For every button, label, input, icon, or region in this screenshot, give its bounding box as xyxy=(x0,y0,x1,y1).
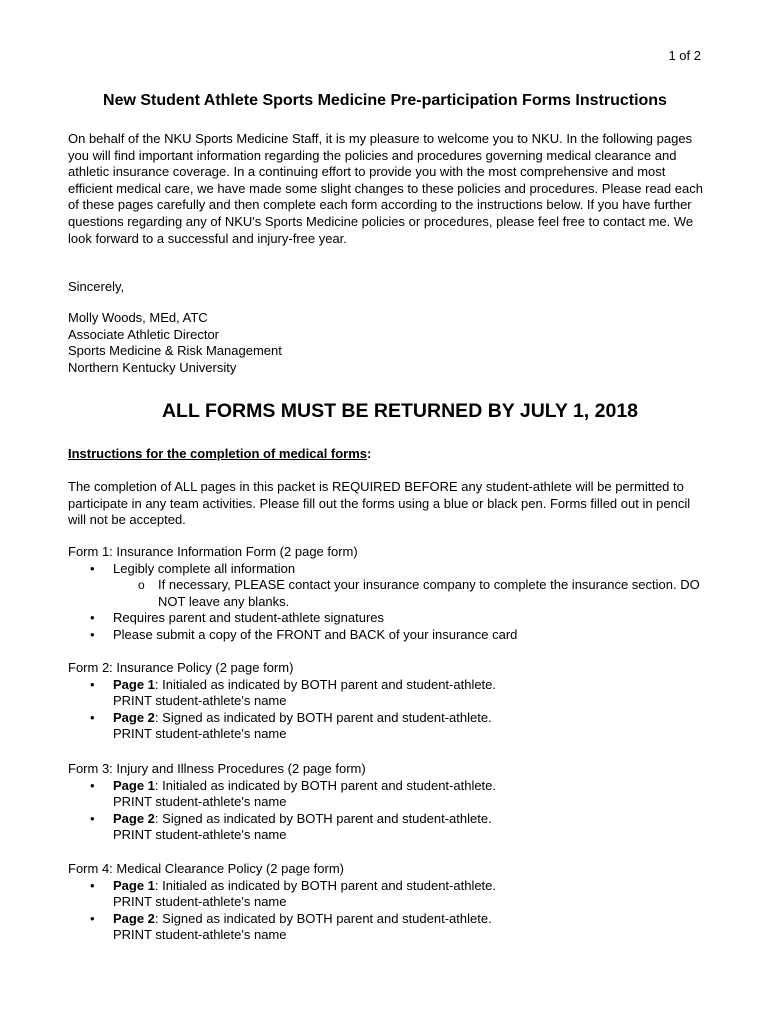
form-4-page-1-print: PRINT student-athlete's name xyxy=(113,894,287,910)
form-1-section xyxy=(68,544,708,644)
form-3-page-1-print: PRINT student-athlete's name xyxy=(113,794,287,810)
list-item xyxy=(68,911,708,944)
document-title: New Student Athlete Sports Medicine Pre-participation Forms Instructions xyxy=(103,92,667,109)
intro-text: On behalf of the NKU Sports Medicine Staff, it is my pleasure to welcome you to NKU. In the following pages you will find important information regarding the policies and procedures governing medical clearance and athletic insurance coverage. In a continuing effort to provide you with the most comprehensive and most efficient medical care, we have made some slight changes to these policies and procedures. Please read each of these pages carefully and then complete each form according to the instructions below. If you have further questions regarding any of NKU's Sports Medicine policies or procedures, please feel free to contact me. We look forward to a successful and injury-free year. xyxy=(68,131,703,246)
form-3-page-2-print: PRINT student-athlete's name xyxy=(113,827,287,843)
signature-org: Northern Kentucky University xyxy=(68,359,237,375)
list-item xyxy=(68,778,708,811)
list-item xyxy=(68,610,708,627)
form-3-title: Form 3: Injury and Illness Procedures (2 page form) xyxy=(68,761,366,776)
form-3-page-1-label: Page 1 xyxy=(113,777,155,793)
form-4-page-1-text: : Initialed as indicated by BOTH parent and student-athlete. xyxy=(154,877,497,893)
signature-title-1: Associate Athletic Director xyxy=(68,326,220,342)
list-item xyxy=(68,561,708,611)
form-2-page-2-label: Page 2 xyxy=(113,709,155,725)
intro-paragraph xyxy=(68,131,708,247)
list-item xyxy=(113,577,708,610)
form-2-page-1-print: PRINT student-athlete's name xyxy=(113,693,287,709)
form-2-page-2-print: PRINT student-athlete's name xyxy=(113,726,287,742)
signature-title-2: Sports Medicine & Risk Management xyxy=(68,343,282,359)
page-number: 1 of 2 xyxy=(668,48,701,63)
form-2-page-1-text: : Initialed as indicated by BOTH parent and student-athlete. xyxy=(154,676,497,692)
instructions-heading-text: Instructions for the completion of medical forms xyxy=(68,446,368,461)
form-4-page-2-print: PRINT student-athlete's name xyxy=(113,927,287,943)
form-4-section xyxy=(68,861,708,944)
form-2-title: Form 2: Insurance Policy (2 page form) xyxy=(68,660,294,675)
form-1-title: Form 1: Insurance Information Form (2 page form) xyxy=(68,544,358,559)
form-2-section xyxy=(68,660,708,743)
form-1-bullet-1: Legibly complete all information xyxy=(113,560,296,576)
list-item xyxy=(68,811,708,844)
list-item xyxy=(68,677,708,710)
instructions-heading-colon: : xyxy=(367,446,372,461)
closing: Sincerely, xyxy=(68,279,125,294)
form-1-bullet-2: Requires parent and student-athlete signatures xyxy=(113,610,385,626)
form-4-page-2-label: Page 2 xyxy=(113,910,155,926)
form-4-page-1-label: Page 1 xyxy=(113,877,155,893)
list-item xyxy=(68,878,708,911)
deadline-heading: ALL FORMS MUST BE RETURNED BY JULY 1, 2018 xyxy=(161,400,639,422)
form-1-sub-bullet-1: If necessary, PLEASE contact your insurance company to complete the insurance section. DO NOT leave any blanks. xyxy=(158,577,700,609)
list-item xyxy=(68,627,708,644)
form-1-sub-bullets xyxy=(113,577,708,610)
list-item xyxy=(68,710,708,743)
form-2-page-2-text: : Signed as indicated by BOTH parent and student-athlete. xyxy=(154,709,492,725)
form-3-page-2-text: : Signed as indicated by BOTH parent and student-athlete. xyxy=(154,810,492,826)
instructions-heading xyxy=(68,446,708,463)
form-1-bullets xyxy=(68,561,708,644)
signature-block xyxy=(68,310,708,376)
form-3-section xyxy=(68,761,708,844)
form-1-bullet-3: Please submit a copy of the FRONT and BACK of your insurance card xyxy=(113,626,518,642)
form-4-bullets xyxy=(68,878,708,944)
form-2-bullets xyxy=(68,677,708,743)
form-4-page-2-text: : Signed as indicated by BOTH parent and student-athlete. xyxy=(154,910,492,926)
form-3-page-2-label: Page 2 xyxy=(113,810,155,826)
signature-name: Molly Woods, MEd, ATC xyxy=(68,310,208,325)
form-2-page-1-label: Page 1 xyxy=(113,676,155,692)
form-3-page-1-text: : Initialed as indicated by BOTH parent and student-athlete. xyxy=(154,777,497,793)
form-3-bullets xyxy=(68,778,708,844)
form-4-title: Form 4: Medical Clearance Policy (2 page form) xyxy=(68,861,344,876)
requirement-paragraph: The completion of ALL pages in this packet is REQUIRED BEFORE any student-athlete will be permitted to participate in any team activities. Please fill out the forms using a blue or black pen. Forms filled out in pencil will not be accepted. xyxy=(68,479,691,528)
